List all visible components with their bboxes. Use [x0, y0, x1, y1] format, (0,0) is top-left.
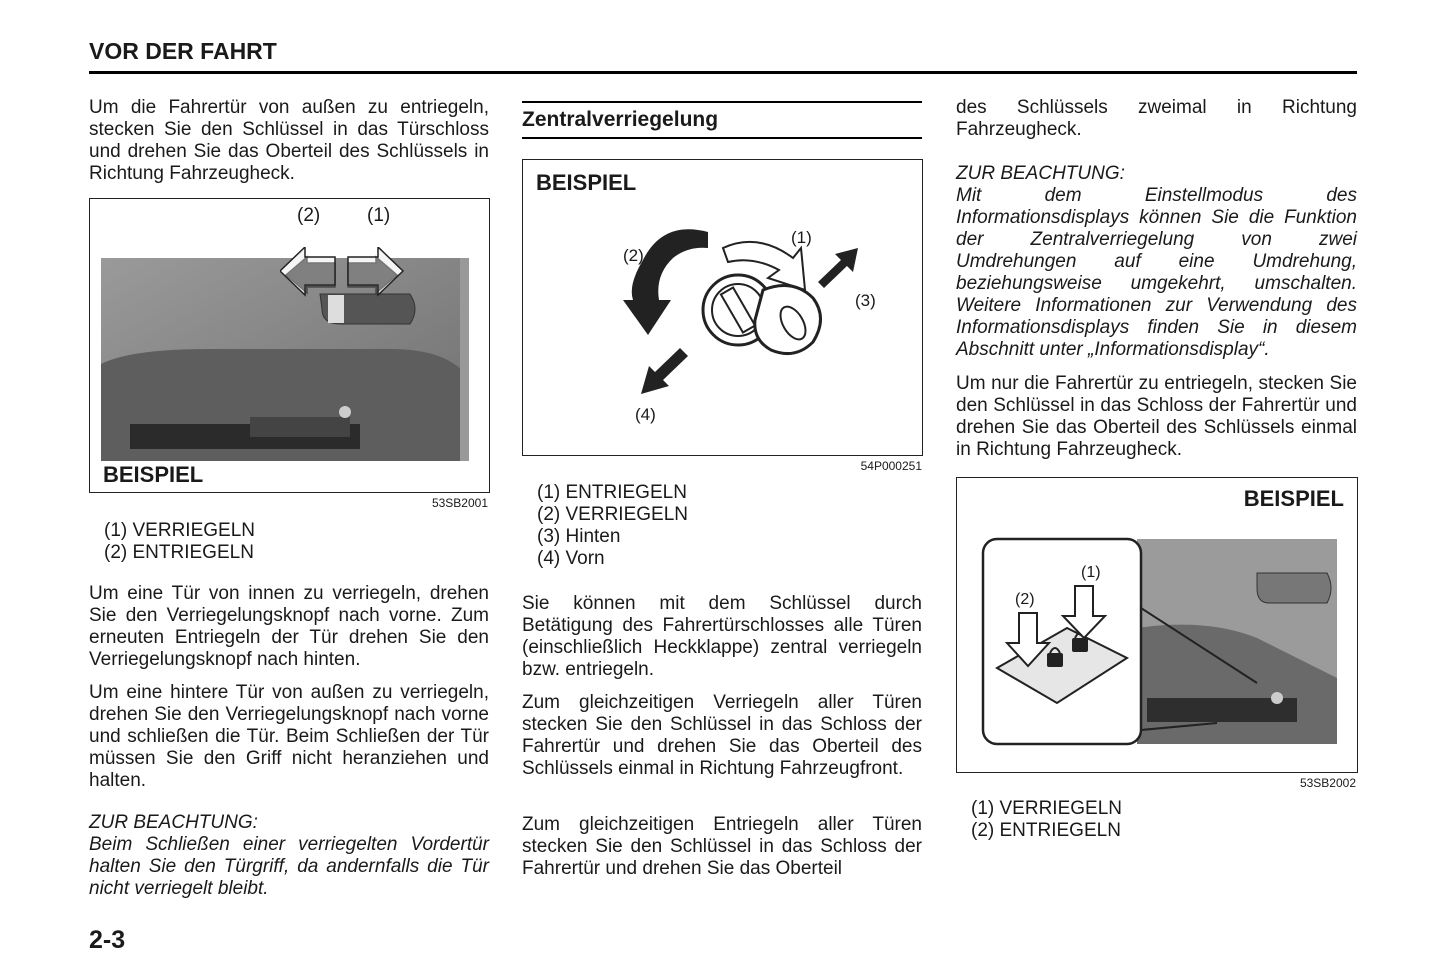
arrow-pair — [280, 247, 410, 302]
figure-code: 53SB2002 — [1299, 776, 1356, 790]
section-rule-bottom — [522, 137, 922, 139]
figure-legend — [971, 798, 1122, 842]
callout-4: (4) — [635, 405, 656, 424]
col1-paragraph-3: Um eine hintere Tür von außen zu verriegeln, drehen Sie den Verriegelungsknopf nach vorne und schließen die Tür. Beim Schließen der Tür müssen Sie den Griff nicht heranziehen und halten. — [89, 682, 489, 791]
callout-3: (3) — [855, 291, 876, 310]
page-number: 2-3 — [89, 926, 126, 954]
col1-paragraph-1: Um die Fahrertür von außen zu entriegeln, stecken Sie den Schlüssel in das Türschloss und drehen Sie das Oberteil des Schlüssels in Richtung Fahrzeugheck. — [89, 97, 489, 184]
arrow-icon-front — [641, 348, 688, 394]
legend-item: (2) VERRIEGELN — [537, 504, 688, 525]
col3-paragraph-1: des Schlüssels zweimal in Richtung Fahrzeugheck. — [956, 97, 1357, 140]
figure-code: 53SB2001 — [431, 496, 488, 510]
note-title: ZUR BEACHTUNG: — [89, 812, 258, 833]
callout-2: (2) — [1015, 591, 1035, 608]
figure-legend — [537, 482, 688, 570]
legend-item: (1) VERRIEGELN — [971, 798, 1122, 819]
lock-switch-illustration — [957, 478, 1357, 772]
col1-paragraph-2: Um eine Tür von innen zu verriegeln, drehen Sie den Verriegelungsknopf nach vorne. Zum erneuten Entriegeln der Tür drehen Sie den Verriegelungsknopf nach hinten. — [89, 583, 489, 670]
section-title: Zentralverriegelung — [522, 108, 719, 131]
figure-label: BEISPIEL — [1243, 486, 1344, 511]
arrow-icon-left — [280, 247, 335, 295]
col2-paragraph-3: Zum gleichzeitigen Entriegeln aller Türen stecken Sie den Schlüssel in das Schloss der Fahrertür und drehen Sie das Oberteil — [522, 814, 922, 879]
door-handle-illustration — [90, 199, 489, 492]
callout-1: (1) — [1081, 564, 1101, 581]
callout-1: (1) — [791, 228, 812, 247]
header-rule — [89, 71, 1357, 74]
callout-1: (1) — [367, 205, 391, 226]
legend-item: (4) Vorn — [537, 548, 605, 569]
note-title: ZUR BEACHTUNG: — [956, 163, 1125, 184]
col2-paragraph-1: Sie können mit dem Schlüssel durch Betätigung des Fahrertürschlosses alle Türen (einschließlich Heckklappe) zentral verriegeln bzw. entriegeln. — [522, 593, 922, 680]
callout-2: (2) — [297, 205, 321, 226]
col3-paragraph-2: Um nur die Fahrertür zu entriegeln, stecken Sie den Schlüssel in das Schloss der Fahrertür und drehen Sie das Oberteil des Schlüssels einmal in Richtung Fahrzeugheck. — [956, 373, 1357, 460]
note-text: Mit dem Einstellmodus des Informationsdisplays können Sie die Funktion der Zentralverriegelung von zwei Umdrehungen auf eine Umdrehung, beziehungsweise umgekehrt, umschalten. Weitere Informationen zur Verwendung des Informationsdisplays finden Sie in diesem Abschnitt unter „Informationsdisplay“. — [956, 185, 1357, 360]
legend-item: (2) ENTRIEGELN — [104, 542, 254, 563]
col2-paragraph-2: Zum gleichzeitigen Verriegeln aller Türen stecken Sie den Schlüssel in das Schloss der Fahrertür und drehen Sie das Oberteil des Schlüssels einmal in Richtung Fahrzeugfront. — [522, 692, 922, 779]
col1-note — [89, 812, 489, 900]
figure-label: BEISPIEL — [103, 462, 204, 487]
figure-key-lock — [522, 159, 923, 456]
arrow-icon-right — [348, 247, 403, 295]
note-text: Beim Schließen einer verriegelten Vordertür halten Sie den Türgriff, da andernfalls die Tür nicht verriegelt bleibt. — [89, 834, 489, 899]
legend-item: (3) Hinten — [537, 526, 621, 547]
figure-code: 54P000251 — [860, 459, 922, 473]
arrow-icon-back — [818, 248, 858, 288]
figure-door-handle — [89, 198, 490, 493]
figure-label: BEISPIEL — [536, 170, 637, 195]
page-header-title: VOR DER FAHRT — [89, 38, 277, 64]
figure-legend — [104, 520, 255, 564]
callout-2: (2) — [623, 246, 644, 265]
col3-note — [956, 163, 1357, 361]
figure-lock-switch — [956, 477, 1358, 773]
section-rule-top — [522, 101, 922, 103]
legend-item: (1) ENTRIEGELN — [537, 482, 687, 503]
legend-item: (1) VERRIEGELN — [104, 520, 255, 541]
legend-item: (2) ENTRIEGELN — [971, 820, 1121, 841]
